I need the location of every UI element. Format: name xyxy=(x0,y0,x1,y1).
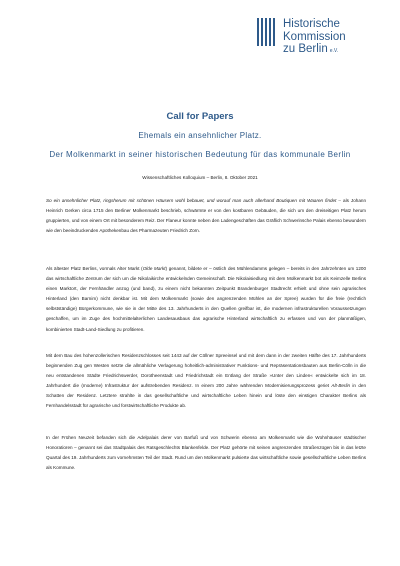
paragraph-4: In der Frühen Neuzeit befanden sich die Adelpalais derer von Barfuß und von Schwerin ebenso am Molkenmarkt wie die Wohnhäuser städtischer Honoratioren – genannt sei das Stadtpalais des Ratsgeschlechts Blankenfelde. Der Platz gehörte mit seinen angrenzenden Straßenzügen bis in das letzte Quartal des 19. Jahrhunderts zum vornehmsten Teil der Stadt. Rund um den Molkenmarkt pulsierte das wirtschaftliche sowie gesellschaftliche Leben Berlins als Kommune. xyxy=(46,435,366,471)
paragraph-2-italic: Olde Markt xyxy=(142,266,166,271)
logo-ev: e.V. xyxy=(329,48,339,55)
event-info: Wissenschaftliches Kolloquium – Berlin, 8. Oktober 2021 xyxy=(142,175,258,180)
logo xyxy=(257,18,346,58)
paragraph-2 xyxy=(46,264,366,335)
paragraph-3 xyxy=(46,351,366,412)
paragraph-1-text: als Johann Heinrich Gerken circa 1715 den Berliner Molkenmarkt beschrieb, schwärmte er von den kostbaren Gebäuden, die sich um den dreiseitigen Platz herum gruppierten, und von einem Ort mit besonderem Reiz. Der Flaneur konnte neben den Ladengeschäften das Gräflich Schwerinsche Palais ebenso bewundern wie den beeindruckenden Apothekenbau des Pharmazeuten Friedrich Zorn. xyxy=(46,198,366,234)
paragraph-3-italic: Alt-Berlin xyxy=(331,383,351,389)
paragraph-3-text-b: in den Schatten der Residenz. Letztere strahlte in das gesellschaftliche und wirtschaftliche Leben hinein und löste den einstigen Charakter Berlins als Fernhandelsstadt für agrarische und forstwirtschaftliche Produkte ab. xyxy=(46,383,366,409)
paragraph-2-text-a: Als ältester Platz Berlins, vormals Alter Markt ( xyxy=(46,266,143,271)
page-title: Call for Papers xyxy=(166,111,234,122)
logo-line-2: Kommission xyxy=(283,30,346,43)
logo-line-1: Historische xyxy=(283,18,340,30)
paragraph-3-text-a: Mit dem Bau des hohenzollerischen Residenzschlosses seit 1443 auf der Cöllner Spreeinsel und mit dem dann in der zweiten Hälfte des 17. Jahrhunderts beginnenden Zug gen Westen setzte die allmähliche Verlagerung hoheitlich-administrativer Funktions- und Repräsentationsbauten aus Berlin-Cölln in die neu entstandenen Städte Friedrichswerder, Dorotheenstadt und Friedrichstadt ein Entlang der Straße »Unter den Linden« entwickelte sich im 18. Jahrhundert die (moderne) Infrastruktur der aufstrebenden Residenz. In einem 200 Jahre währenden Modernisierungsprozess geriet xyxy=(46,353,366,389)
subtitle: Ehemals ein ansehnlicher Platz. xyxy=(138,131,262,140)
paragraph-1 xyxy=(46,196,366,236)
logo-text xyxy=(283,18,346,58)
logo-line-3: zu Berlin e.V. xyxy=(283,43,339,56)
paragraph-1-quote: So ein ansehnlicher Platz, ringsherum mit schönen Häusern wohl bebauet, und worauf man auch allerhand Boutiquen mit Waaren findet – xyxy=(46,198,341,203)
logo-mark-icon xyxy=(257,18,277,46)
subtitle-2: Der Molkenmarkt in seiner historischen Bedeutung für das kommunale Berlin xyxy=(49,150,351,159)
paragraph-2-text-b: ) genannt, bildete er – östlich des Mühlendamms gelegen – bereits in den Jahrzehnten um 1200 das wirtschaftliche Zentrum der sich um die Nikolaikirche entwickelnden Gemeinschaft. Die Nikolaisiedlung mit dem Molkenmarkt bot als Keimzelle Berlins einen Marktort, der Fernhändler anzog (und band), zu einem nicht bekannten Zeitpunkt Brandenburger Stadtrecht erhielt und ohne sein agrarisches Hinterland (den Barnim) nicht denkbar ist. Mit dem Molkenmarkt (sowie den angrenzenden Mühlen an der Spree) wurden für die freie (rechtlich selbstständige) Bürgerkommune, wie sie in der Mitte des 13. Jahrhunderts in den Quellen greifbar ist, die modernen infrastrukturellen Voraussetzungen geschaffen, um im Zuge des hochmittelalterlichen Landesausbaus das agrarische Hinterland wirtschaftlich zu erfassen und von der planmäßigen, kombinierten Stadt-Land-Siedlung zu profitieren. xyxy=(46,266,366,332)
